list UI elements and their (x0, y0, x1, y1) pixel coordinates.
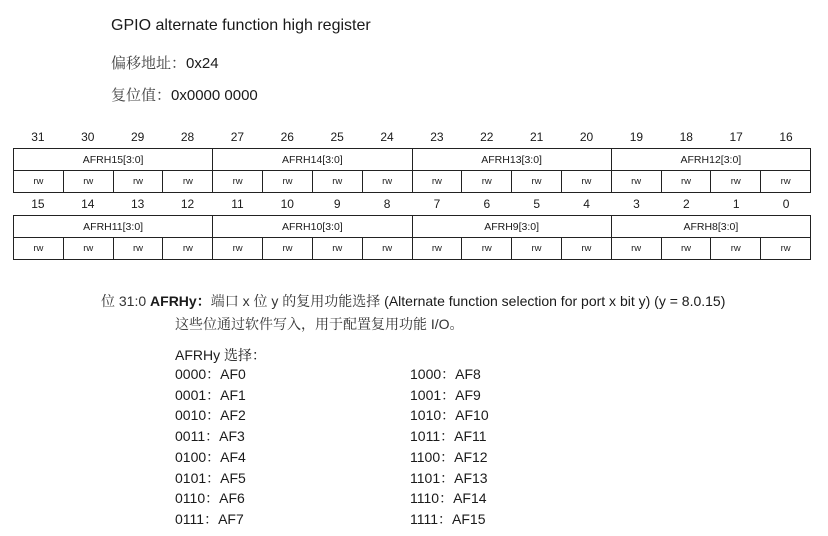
field-afrh9: AFRH9[3:0] (412, 216, 611, 238)
options-left (175, 364, 246, 530)
bit-number: 1 (732, 197, 740, 211)
field-afrh13: AFRH13[3:0] (412, 149, 611, 171)
bit-number: 22 (480, 130, 494, 144)
option-item: 1001：AF9 (410, 386, 481, 403)
field-afrh12: AFRH12[3:0] (611, 149, 810, 171)
reset-label: 复位值： (111, 87, 172, 104)
offset-address (111, 52, 219, 73)
bit-number: 10 (280, 197, 294, 211)
access-cell: rw (711, 238, 761, 260)
access-cell: rw (462, 171, 512, 193)
access-cell: rw (512, 171, 562, 193)
register-table-lower (13, 215, 811, 260)
bit-number: 19 (629, 130, 644, 144)
access-cell: rw (711, 171, 761, 193)
access-cell: rw (412, 238, 462, 260)
field-afrh10: AFRH10[3:0] (213, 216, 412, 238)
option-item: 0100：AF4 (175, 448, 246, 465)
field-afrh14: AFRH14[3:0] (213, 149, 412, 171)
option-item: 1100：AF12 (410, 448, 488, 465)
bit-number: 17 (729, 130, 743, 144)
bit-number: 9 (333, 197, 341, 211)
bit-number: 2 (682, 197, 690, 211)
register-title: GPIO alternate function high register (111, 17, 371, 34)
bit-range: 位 31:0 (101, 293, 147, 309)
access-cell: rw (761, 171, 811, 193)
bit-number: 5 (533, 197, 541, 211)
bit-number: 23 (430, 130, 444, 144)
bit-number: 11 (231, 197, 244, 211)
bit-number: 26 (280, 130, 294, 144)
access-cell: rw (362, 238, 412, 260)
option-item: 1010：AF10 (410, 407, 489, 424)
bit-number: 6 (483, 197, 491, 211)
access-cell: rw (263, 238, 313, 260)
field-colon: ： (196, 293, 211, 309)
option-item: 0110：AF6 (175, 490, 245, 507)
option-item: 0011：AF3 (175, 428, 245, 445)
bit-number: 31 (31, 130, 45, 144)
access-cell: rw (113, 238, 163, 260)
access-cell: rw (163, 238, 213, 260)
field-afrh8: AFRH8[3:0] (611, 216, 810, 238)
bit-number: 14 (81, 197, 95, 211)
access-cell: rw (312, 238, 362, 260)
bit-number: 20 (579, 130, 594, 144)
bit-number: 15 (31, 197, 45, 211)
bit-number: 8 (383, 197, 391, 211)
bit-number: 21 (530, 130, 544, 144)
access-cell: rw (661, 238, 711, 260)
option-item: 1101：AF13 (410, 469, 488, 486)
reset-value (111, 84, 258, 105)
bit-number: 4 (583, 197, 590, 211)
bit-number: 3 (633, 197, 640, 211)
access-cell: rw (561, 238, 611, 260)
bit-number: 24 (380, 130, 394, 144)
bit-number: 25 (330, 130, 344, 144)
access-cell: rw (312, 171, 362, 193)
access-cell: rw (512, 238, 562, 260)
bit-description (101, 291, 725, 311)
selection-title: AFRHy 选择： (175, 347, 266, 363)
access-cell: rw (611, 238, 661, 260)
description-cn: 端口 x 位 y 的复用功能选择 (210, 293, 381, 309)
field-afrh15: AFRH15[3:0] (14, 149, 213, 171)
access-cell: rw (163, 171, 213, 193)
access-cell: rw (14, 171, 64, 193)
bit-number: 18 (679, 130, 693, 144)
option-item: 0010：AF2 (175, 407, 246, 424)
option-item: 1000：AF8 (410, 366, 481, 382)
bit-number: 16 (779, 130, 793, 144)
access-cell: rw (63, 171, 113, 193)
bit-number: 7 (433, 197, 441, 211)
register-table-upper (13, 148, 811, 193)
option-item: 1011：AF11 (410, 428, 487, 445)
access-cell: rw (462, 238, 512, 260)
reset-value-text: 0x0000 0000 (171, 87, 258, 104)
bit-number: 13 (131, 197, 145, 211)
access-cell: rw (561, 171, 611, 193)
option-item: 0001：AF1 (175, 386, 246, 403)
field-afrh11: AFRH11[3:0] (14, 216, 213, 238)
access-cell: rw (213, 171, 263, 193)
bit-numbers-upper (13, 130, 811, 144)
bit-number: 27 (230, 130, 245, 144)
bit-number: 0 (782, 197, 790, 211)
field-name: AFRHy (150, 293, 197, 309)
access-cell: rw (213, 238, 263, 260)
offset-value: 0x24 (186, 55, 219, 72)
access-cell: rw (761, 238, 811, 260)
option-item: 0000：AF0 (175, 366, 246, 382)
access-cell: rw (63, 238, 113, 260)
option-item: 1111：AF15 (410, 510, 486, 527)
options-right (410, 364, 489, 530)
description-line2: 这些位通过软件写入，用于配置复用功能 I/O。 (175, 316, 464, 332)
bit-numbers-lower (13, 197, 811, 211)
option-item: 0111：AF7 (175, 510, 244, 527)
access-cell: rw (412, 171, 462, 193)
access-cell: rw (14, 238, 64, 260)
access-cell: rw (362, 171, 412, 193)
bit-number: 29 (131, 130, 145, 144)
access-cell: rw (263, 171, 313, 193)
option-item: 0101：AF5 (175, 469, 246, 486)
bit-number: 28 (180, 130, 195, 144)
description-en: (Alternate function selection for port x bit y) (y = 8.0.15) (384, 293, 726, 309)
bit-number: 12 (180, 197, 195, 211)
access-cell: rw (113, 171, 163, 193)
option-item: 1110：AF14 (410, 490, 487, 507)
offset-label: 偏移地址： (111, 55, 187, 72)
bit-number: 30 (81, 130, 95, 144)
access-cell: rw (661, 171, 711, 193)
access-cell: rw (611, 171, 661, 193)
